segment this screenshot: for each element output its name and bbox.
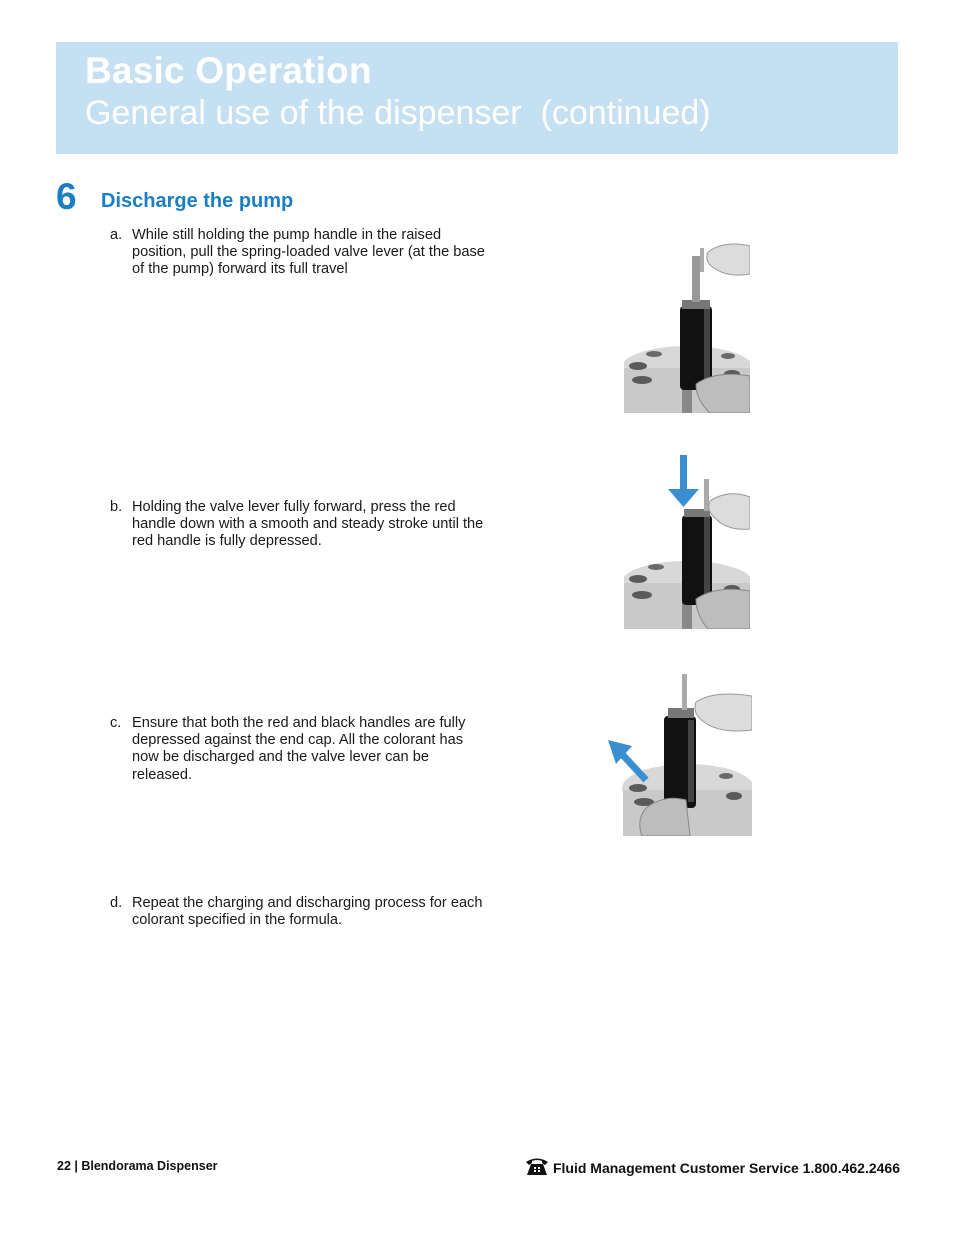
footer-page-label: 22 | Blendorama Dispenser <box>57 1159 218 1173</box>
customer-service-text: Fluid Management Customer Service 1.800.462.2466 <box>552 1159 900 1176</box>
page-subtitle: General use of the dispenser (continued) <box>85 94 711 132</box>
step-title: Discharge the pump <box>101 190 294 212</box>
item-letter: d. <box>110 895 123 911</box>
pump-photo-a <box>624 238 750 413</box>
instruction-item-d <box>110 895 490 929</box>
footer-contact <box>525 1156 900 1179</box>
instruction-item-b <box>110 499 490 551</box>
pump-photo-b <box>624 453 750 629</box>
pump-photo-c <box>606 668 752 836</box>
item-text: Holding the valve lever fully forward, press the red handle down with a smooth and steady stroke until the red handle is fully depressed. <box>132 499 484 550</box>
page-title: Basic Operation <box>85 50 372 91</box>
item-letter: b. <box>110 499 123 515</box>
item-letter: c. <box>110 715 122 731</box>
item-text: Ensure that both the red and black handles are fully depressed against the end cap. All the colorant has now be discharged and the valve lever can be released. <box>132 715 466 783</box>
item-letter: a. <box>110 227 123 243</box>
step-number: 6 <box>56 176 77 217</box>
item-text: While still holding the pump handle in the raised position, pull the spring-loaded valve lever (at the base of the pump) forward its full travel <box>132 227 485 278</box>
telephone-icon <box>525 1156 549 1179</box>
header-banner <box>56 42 898 154</box>
item-text: Repeat the charging and discharging process for each colorant specified in the formula. <box>132 895 483 929</box>
instruction-item-c <box>110 715 490 784</box>
instruction-item-a <box>110 227 490 279</box>
